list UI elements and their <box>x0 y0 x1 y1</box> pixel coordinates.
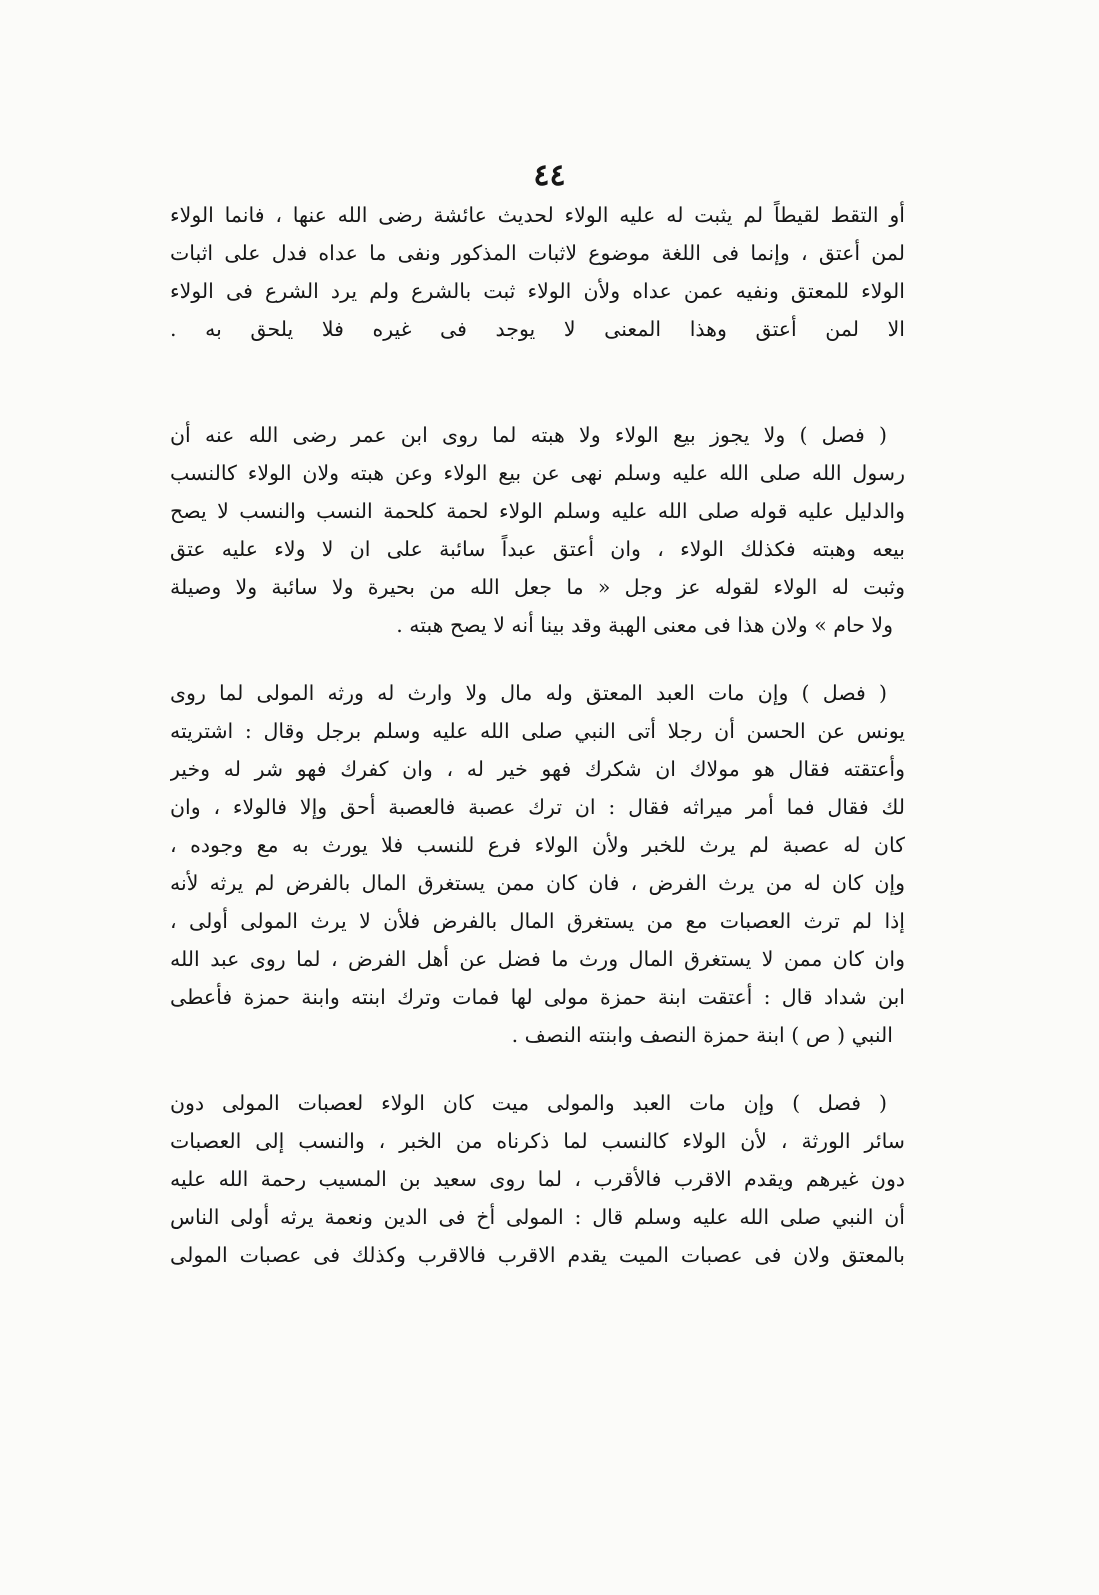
text-line: وأعتقته فقال هو مولاك ان شكرك فهو خير له ، وان كفرك فهو شر له وخير <box>170 757 905 781</box>
text-line: بالمعتق ولان فى عصبات الميت يقدم الاقرب فالاقرب وكذلك فى عصبات المولى <box>170 1243 905 1267</box>
text-line: لك فقال فما أمر ميراثه فقال : ان ترك عصبة فالعصبة أحق وإلا فالولاء ، وان <box>170 795 905 819</box>
paragraph <box>170 674 905 1054</box>
text-line: إذا لم ترث العصبات مع من يستغرق المال بالفرض فلأن لا يرث المولى أولى ، <box>170 909 905 933</box>
body-text <box>170 196 905 1304</box>
text-line: والدليل عليه قوله صلى الله عليه وسلم الولاء لحمة كلحمة النسب والنسب لا يصح <box>170 499 905 523</box>
text-line: سائر الورثة ، لأن الولاء كالنسب لما ذكرناه من الخبر ، والنسب إلى العصبات <box>170 1129 905 1153</box>
text-line: الولاء للمعتق ونفيه عمن عداه ولأن الولاء ثبت بالشرع ولم يرد الشرع فى الولاء <box>170 279 905 303</box>
text-line: ابن شداد قال : أعتقت ابنة حمزة مولى لها فمات وترك ابنته وابنة حمزة فأعطى <box>170 985 905 1009</box>
text-line: بيعه وهبته فكذلك الولاء ، وان أعتق عبداً سائبة على ان لا ولاء عليه عتق <box>170 537 905 561</box>
text-line: الا لمن أعتق وهذا المعنى لا يوجد فى غيره فلا يلحق به . <box>170 317 905 341</box>
text-line: ( فصل ) وإن مات العبد والمولى ميت كان الولاء لعصبات المولى دون <box>170 1091 887 1115</box>
text-line: ولا حام » ولان هذا فى معنى الهبة وقد بينا أنه لا يصح هبته . <box>396 613 893 637</box>
text-line: يونس عن الحسن أن رجلا أتى النبي صلى الله عليه وسلم برجل وقال : اشتريته <box>170 719 905 743</box>
text-line: وثبت له الولاء لقوله عز وجل « ما جعل الله من بحيرة ولا سائبة ولا وصيلة <box>170 575 905 599</box>
text-line: ( فصل ) ولا يجوز بيع الولاء ولا هبته لما روى ابن عمر رضى الله عنه أن <box>170 423 887 447</box>
text-line: أن النبي صلى الله عليه وسلم قال : المولى أخ فى الدين ونعمة يرثه أولى الناس <box>170 1205 905 1229</box>
text-line: لمن أعتق ، وإنما فى اللغة موضوع لاثبات المذكور ونفى ما عداه فدل على اثبات <box>170 241 905 265</box>
text-line: ( فصل ) وإن مات العبد المعتق وله مال ولا وارث له ورثه المولى لما روى <box>170 681 887 705</box>
text-line: أو التقط لقيطاً لم يثبت له عليه الولاء لحديث عائشة رضى الله عنها ، فانما الولاء <box>170 203 905 227</box>
text-line: النبي ( ص ) ابنة حمزة النصف وابنته النصف . <box>511 1023 893 1047</box>
text-line <box>170 348 905 386</box>
text-line: كان له عصبة لم يرث للخبر ولأن الولاء فرع للنسب فلا يورث به مع وجوده ، <box>170 833 905 857</box>
paragraph <box>170 1084 905 1274</box>
paragraph <box>170 196 905 386</box>
text-line: رسول الله صلى الله عليه وسلم نهى عن بيع الولاء وعن هبته ولان الولاء كالنسب <box>170 461 905 485</box>
text-line: وان كان ممن لا يستغرق المال ورث ما فضل عن أهل الفرض ، لما روى عبد الله <box>170 947 905 971</box>
page-number: ٤٤ <box>533 158 566 193</box>
paragraph <box>170 416 905 644</box>
text-line: وإن كان له من يرث الفرض ، فان كان ممن يستغرق المال بالفرض لم يرثه لأنه <box>170 871 905 895</box>
text-line: دون غيرهم ويقدم الاقرب فالأقرب ، لما روى سعيد بن المسيب رحمة الله عليه <box>170 1167 905 1191</box>
